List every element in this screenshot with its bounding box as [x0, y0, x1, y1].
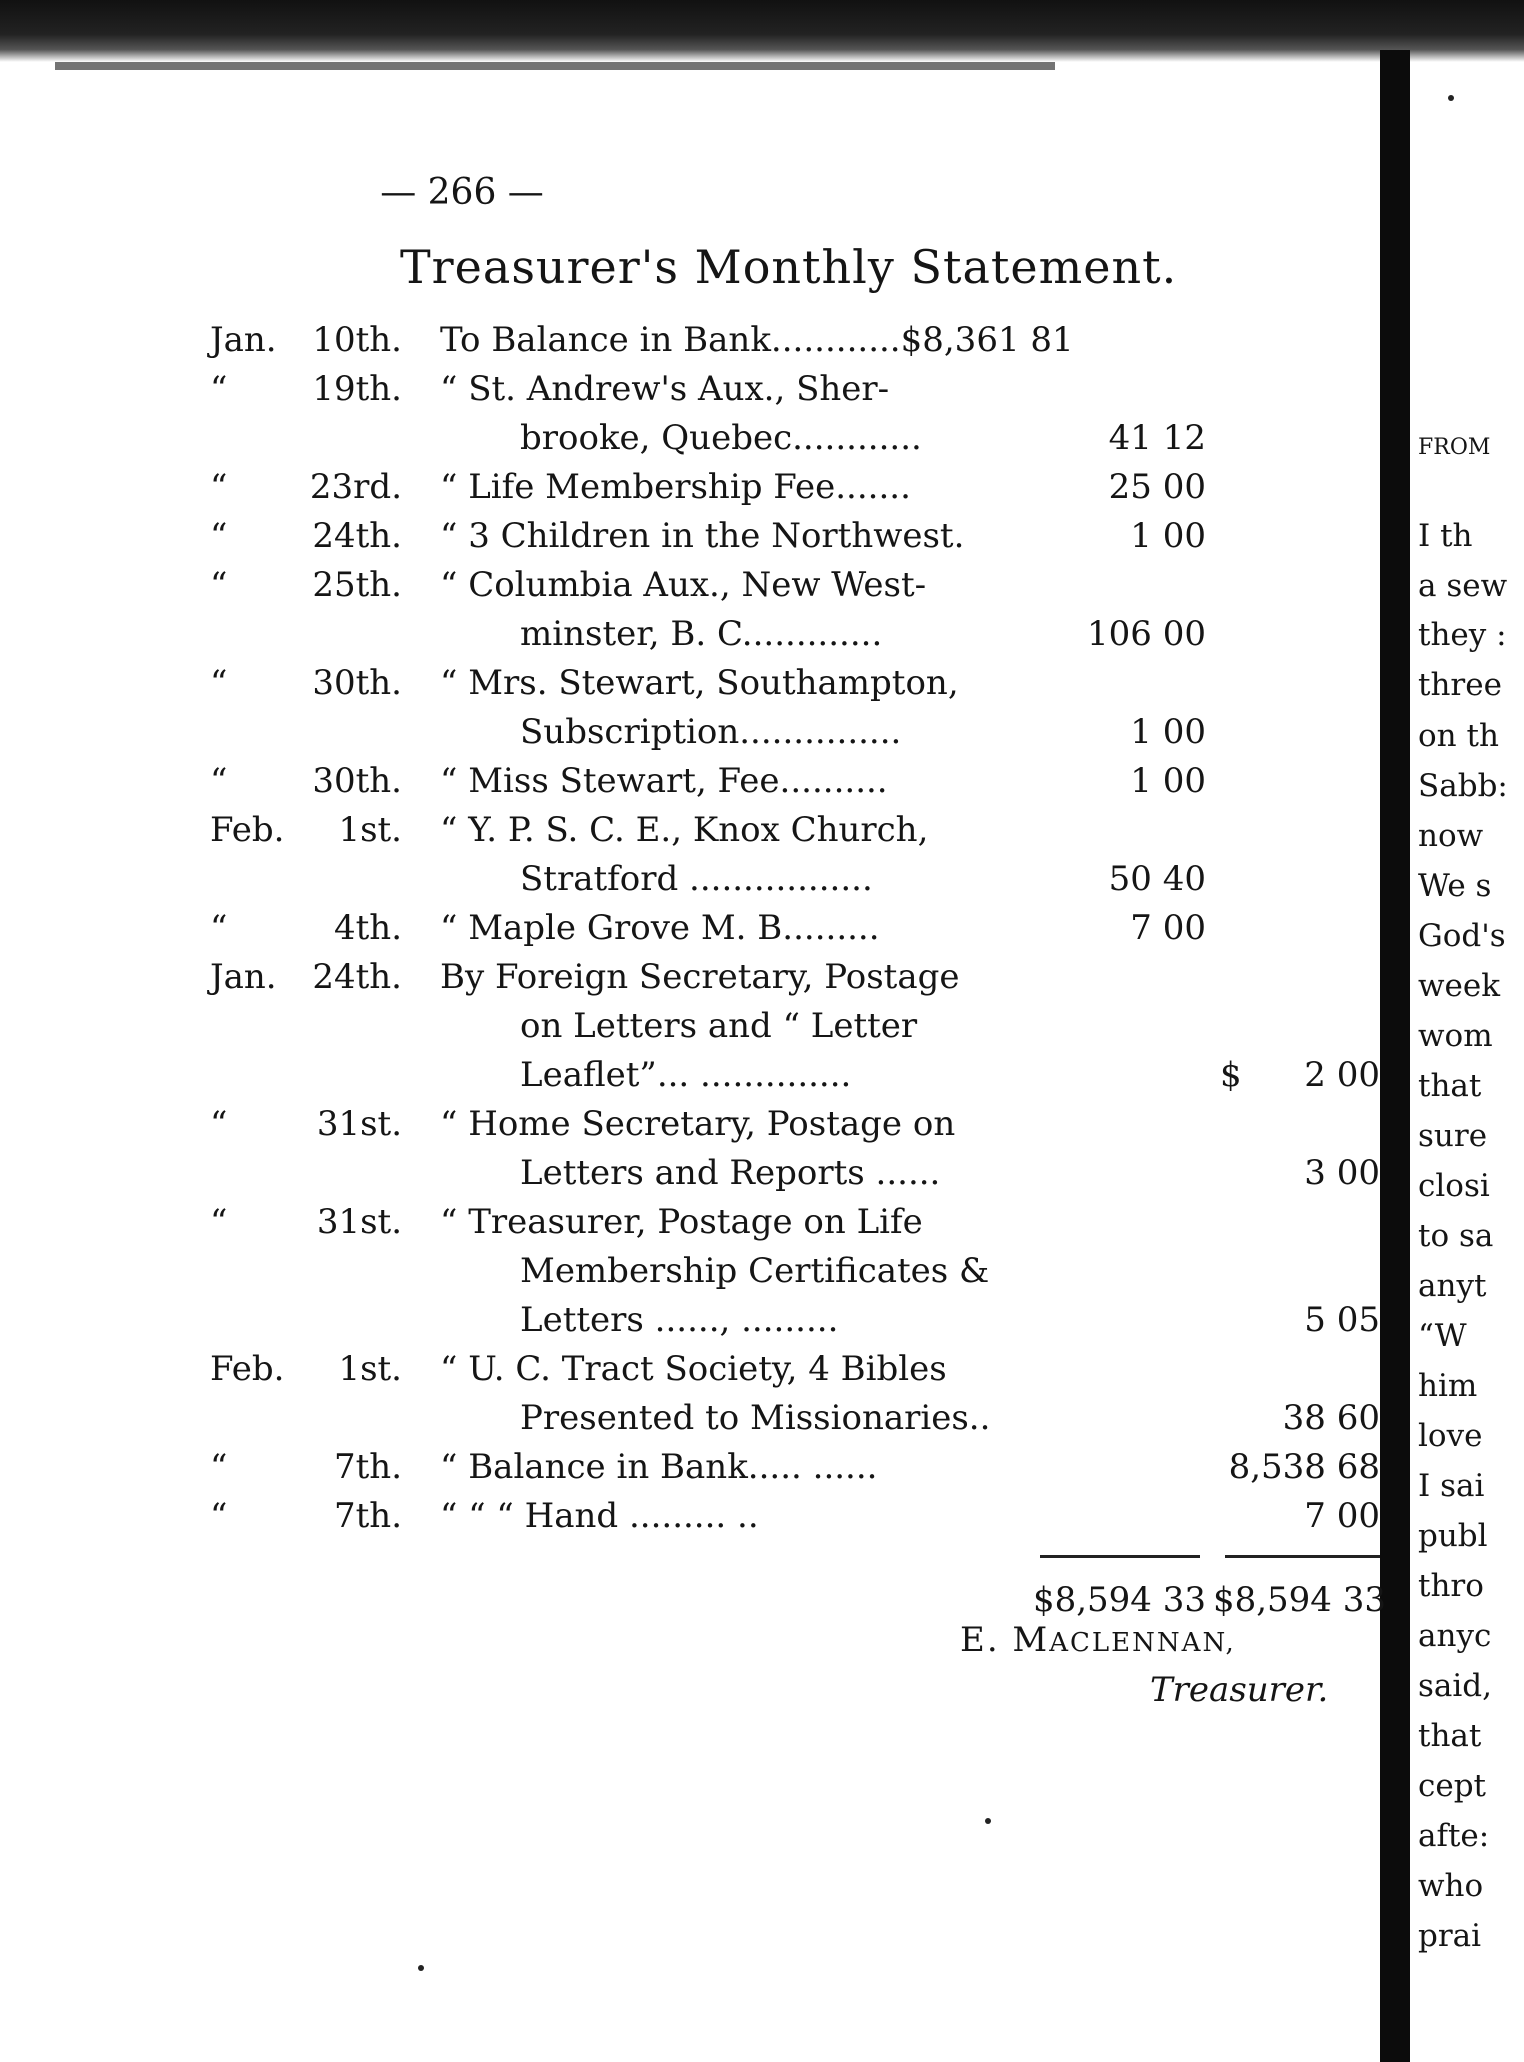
credit-amount: 3 00: [1304, 1153, 1380, 1193]
debit-amount: 1 00: [1130, 761, 1206, 801]
entry-description: minster, B. C.............: [520, 614, 883, 654]
debit-amount: 41 12: [1108, 418, 1206, 458]
ledger-line: [0, 1447, 1400, 1487]
scan-edge-top: [0, 0, 1524, 62]
ledger-line: [0, 712, 1400, 752]
adjacent-text-fragment: who: [1418, 1868, 1484, 1904]
adjacent-text-fragment: that: [1418, 1068, 1482, 1104]
ledger-line: [0, 859, 1400, 899]
entry-description: “ Treasurer, Postage on Life: [440, 1202, 923, 1242]
debit-amount: 7 00: [1130, 908, 1206, 948]
adjacent-text-fragment: “W: [1418, 1318, 1467, 1354]
signature-surname: ACLENNAN,: [1049, 1628, 1236, 1658]
ledger-line: [0, 1153, 1400, 1193]
ledger-line: [0, 1398, 1400, 1438]
adjacent-text-fragment: prai: [1418, 1918, 1482, 1954]
entry-description: “ St. Andrew's Aux., Sher-: [440, 369, 890, 409]
entry-description: “ U. C. Tract Society, 4 Bibles: [440, 1349, 947, 1389]
entry-description: By Foreign Secretary, Postage: [440, 957, 960, 997]
entry-month: “: [210, 908, 228, 948]
speck: [418, 1965, 424, 1971]
entry-day: 30th.: [312, 663, 402, 703]
entry-day: 7th.: [334, 1447, 402, 1487]
entry-description: “ “ “ Hand ......... ..: [440, 1496, 759, 1536]
entry-month: Jan.: [210, 320, 277, 360]
entry-description: Subscription...............: [520, 712, 902, 752]
entry-month: “: [210, 369, 228, 409]
adjacent-page-column: [1410, 0, 1524, 2062]
entry-description: “ Balance in Bank..... ......: [440, 1447, 878, 1487]
ledger-line: [0, 369, 1400, 409]
ledger-line: [0, 516, 1400, 556]
entry-month: “: [210, 1202, 228, 1242]
entry-day: 4th.: [334, 908, 402, 948]
entry-description: To Balance in Bank............$8,361 81: [440, 320, 1074, 360]
credit-amount: 2 00: [1304, 1055, 1380, 1095]
entry-day: 24th.: [312, 957, 402, 997]
debit-amount: 106 00: [1087, 614, 1206, 654]
entry-day: 1st.: [338, 810, 402, 850]
adjacent-text-fragment: thro: [1418, 1568, 1484, 1604]
ledger-line: [0, 1055, 1400, 1095]
adjacent-text-fragment: FROM: [1418, 435, 1491, 460]
entry-month: “: [210, 1496, 228, 1536]
entry-day: 24th.: [312, 516, 402, 556]
entry-day: 31st.: [316, 1104, 402, 1144]
adjacent-text-fragment: to sa: [1418, 1218, 1494, 1254]
adjacent-text-fragment: anyt: [1418, 1268, 1487, 1304]
adjacent-text-fragment: God's: [1418, 918, 1506, 954]
adjacent-text-fragment: on th: [1418, 718, 1499, 754]
entry-description: brooke, Quebec............: [520, 418, 922, 458]
ledger-line: [0, 810, 1400, 850]
entry-day: 31st.: [316, 1202, 402, 1242]
entry-description: Membership Certificates &: [520, 1251, 990, 1291]
entry-month: Feb.: [210, 810, 285, 850]
total-rule-debit: [1040, 1555, 1200, 1558]
ledger-line: [0, 320, 1400, 360]
entry-description: Letters ......, .........: [520, 1300, 839, 1340]
adjacent-text-fragment: I th: [1418, 518, 1473, 554]
entry-description: Leaflet”... ..............: [520, 1055, 852, 1095]
total-credit: $8,594 33: [1212, 1580, 1386, 1620]
entry-description: “ Maple Grove M. B.........: [440, 908, 880, 948]
entry-description: Letters and Reports ......: [520, 1153, 941, 1193]
adjacent-text-fragment: I sai: [1418, 1468, 1485, 1504]
ledger-line: [0, 1104, 1400, 1144]
adjacent-text-fragment: We s: [1418, 868, 1492, 904]
adjacent-text-fragment: Sabb:: [1418, 768, 1508, 804]
ledger-line: [0, 1349, 1400, 1389]
total-debit: $8,594 33: [1032, 1580, 1206, 1620]
entry-month: “: [210, 1447, 228, 1487]
entry-description: “ Columbia Aux., New West-: [440, 565, 927, 605]
entry-description: “ Home Secretary, Postage on: [440, 1104, 956, 1144]
signature-role: Treasurer.: [1150, 1670, 1329, 1710]
ledger-line: [0, 614, 1400, 654]
entry-day: 30th.: [312, 761, 402, 801]
ledger-line: [0, 761, 1400, 801]
entry-description: “ Miss Stewart, Fee..........: [440, 761, 888, 801]
ledger-line: [0, 1300, 1400, 1340]
adjacent-text-fragment: they :: [1418, 617, 1507, 653]
adjacent-text-fragment: anyc: [1418, 1618, 1492, 1654]
ledger-line: [0, 467, 1400, 507]
adjacent-text-fragment: love: [1418, 1418, 1483, 1454]
entry-month: “: [210, 761, 228, 801]
debit-amount: 1 00: [1130, 712, 1206, 752]
entry-month: “: [210, 516, 228, 556]
adjacent-text-fragment: wom: [1418, 1018, 1493, 1054]
entry-day: 25th.: [312, 565, 402, 605]
adjacent-text-fragment: him: [1418, 1368, 1478, 1404]
entry-description: Stratford .................: [520, 859, 873, 899]
adjacent-text-fragment: now: [1418, 818, 1484, 854]
adjacent-text-fragment: closi: [1418, 1168, 1490, 1204]
ledger-line: [0, 908, 1400, 948]
page-number: — 266 —: [380, 172, 544, 213]
entry-month: “: [210, 565, 228, 605]
ledger-line: [0, 957, 1400, 997]
adjacent-text-fragment: cept: [1418, 1768, 1487, 1804]
entry-day: 23rd.: [309, 467, 402, 507]
entry-description: “ Y. P. S. C. E., Knox Church,: [440, 810, 929, 850]
entry-month: Jan.: [210, 957, 277, 997]
entry-description: on Letters and “ Letter: [520, 1006, 918, 1046]
entry-month: “: [210, 467, 228, 507]
ledger-line: [0, 418, 1400, 458]
debit-amount: 1 00: [1130, 516, 1206, 556]
debit-amount: 25 00: [1108, 467, 1206, 507]
speck: [985, 1818, 991, 1824]
credit-amount: 5 05: [1304, 1300, 1380, 1340]
entry-description: “ Life Membership Fee.......: [440, 467, 911, 507]
ledger-line: [0, 1202, 1400, 1242]
entry-day: 1st.: [338, 1349, 402, 1389]
ledger-line: [0, 663, 1400, 703]
credit-amount: 8,538 68: [1228, 1447, 1380, 1487]
entry-month: “: [210, 1104, 228, 1144]
debit-amount: 50 40: [1108, 859, 1206, 899]
entry-day: 10th.: [312, 320, 402, 360]
ledger-line: [0, 1496, 1400, 1536]
adjacent-text-fragment: three: [1418, 667, 1502, 703]
adjacent-text-fragment: publ: [1418, 1518, 1488, 1554]
entry-month: “: [210, 663, 228, 703]
totals-row: [0, 1580, 1400, 1620]
adjacent-text-fragment: a sew: [1418, 568, 1508, 604]
adjacent-text-fragment: that: [1418, 1718, 1482, 1754]
adjacent-text-fragment: afte:: [1418, 1818, 1490, 1854]
scan-edge-line: [55, 62, 1055, 70]
entry-day: 7th.: [334, 1496, 402, 1536]
dollar-sign: $: [1220, 1055, 1242, 1095]
entry-day: 19th.: [312, 369, 402, 409]
credit-amount: 38 60: [1282, 1398, 1380, 1438]
adjacent-text-fragment: sure: [1418, 1118, 1488, 1154]
ledger-line: [0, 1006, 1400, 1046]
ledger-line: [0, 1251, 1400, 1291]
total-rule-credit: [1225, 1555, 1380, 1558]
entry-description: “ 3 Children in the Northwest.: [440, 516, 965, 556]
credit-amount: 7 00: [1304, 1496, 1380, 1536]
entry-description: “ Mrs. Stewart, Southampton,: [440, 663, 959, 703]
adjacent-text-fragment: said,: [1418, 1668, 1493, 1704]
entry-month: Feb.: [210, 1349, 285, 1389]
adjacent-text-fragment: week: [1418, 968, 1501, 1004]
ledger-line: [0, 565, 1400, 605]
entry-description: Presented to Missionaries..: [520, 1398, 991, 1438]
statement-heading: Treasurer's Monthly Statement.: [400, 240, 1178, 294]
signature: [960, 1620, 1236, 1660]
signature-initial: E. M: [960, 1620, 1050, 1660]
